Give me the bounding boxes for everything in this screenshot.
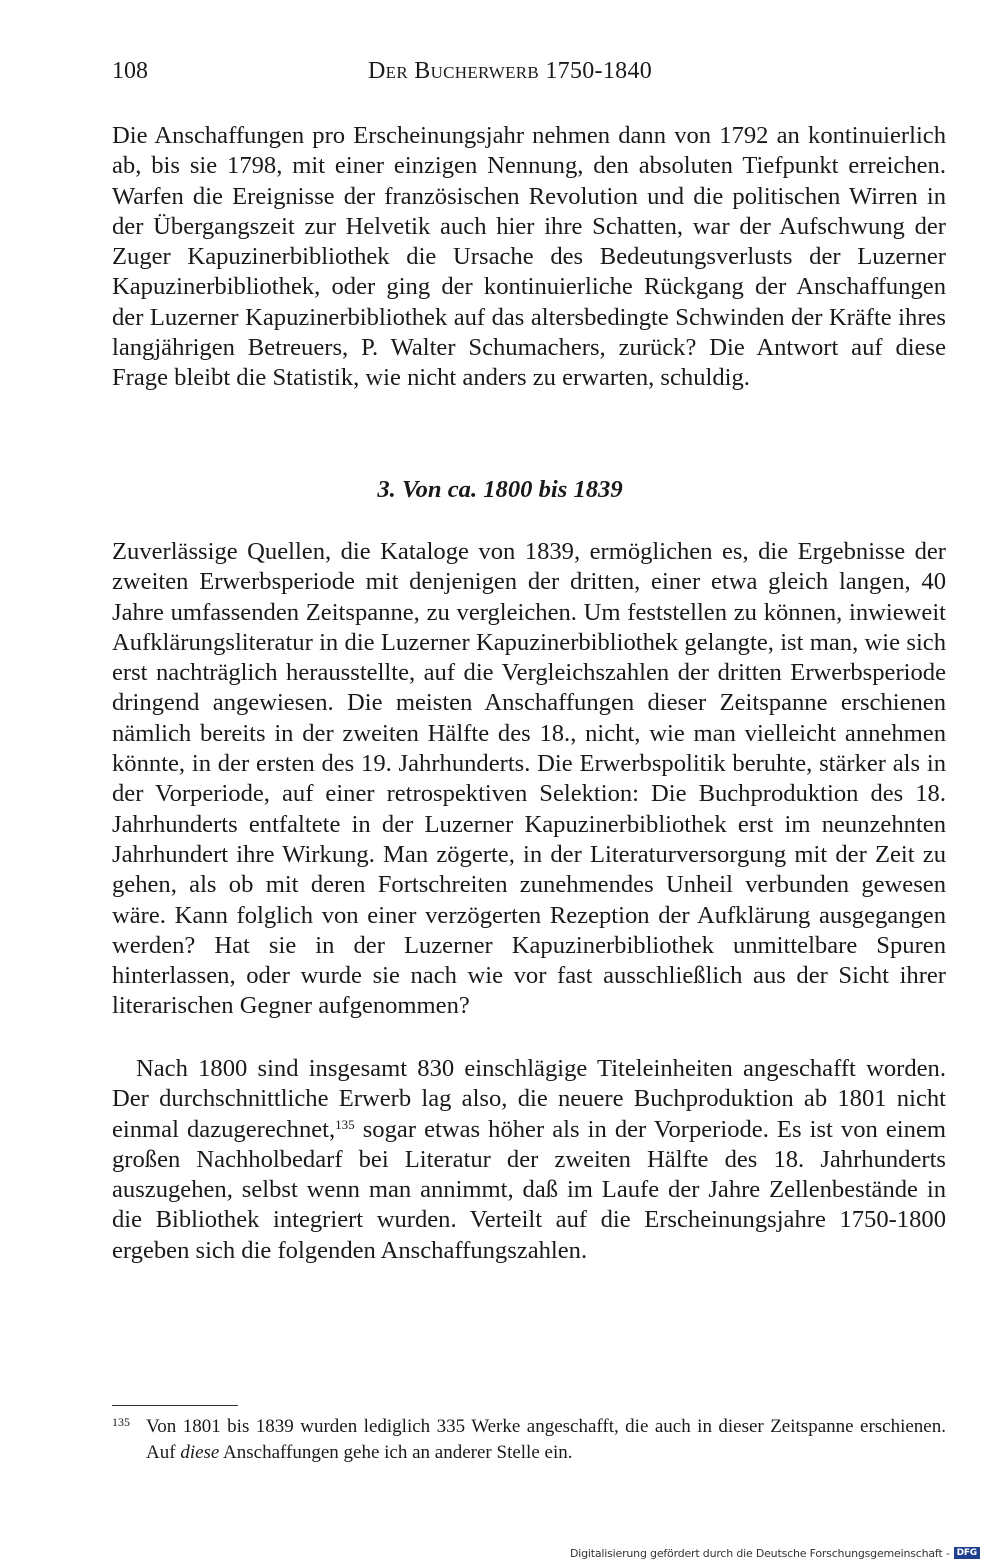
paragraph-2: Zuverlässige Quellen, die Kataloge von 1839, ermöglichen es, die Ergebnisse der zweiten Erwerbsperiode mit denjenigen der dritten, einer etwa gleich langen, 40 Jahre umfassenden Zeitspanne, zu vergleichen. Um feststellen zu können, inwieweit Aufklärungsliteratur in die Luzerner Kapuzinerbibliothek gelangte, ist man, wie sich erst nachträglich herausstellte, auf die Vergleichszahlen der dritten Erwerbsperiode dringend angewiesen. Die meisten Anschaffungen dieser Zeitspanne erschienen nämlich bereits in der zweiten Hälfte des 18., nicht, wie man vielleicht annehmen könnte, in der ersten des 19. Jahrhunderts. Die Erwerbspolitik beruhte, stärker als in der Vorperiode, auf einer retrospektiven Selektion: Die Buchproduktion des 18. Jahrhunderts entfaltete in der Luzerner Kapuzinerbibliothek erst im neunzehnten Jahrhundert ihre Wirkung. Man zögerte, in der Literaturversorgung mit der Zeit zu gehen, als ob mit deren Fortschreiten zunehmendes Unheil verbunden gewesen wäre. Kann folglich von einer verzögerten Rezeption der Aufklärung ausgegangen werden? Hat sie in der Luzerner Kapuzinerbibliothek unmittelbare Spuren hinterlassen, oder wurde sie nach wie vor fast ausschließlich aus der Sicht ihrer literarischen Gegner aufgenommen? bbox=[112, 538, 946, 1020]
footnote-reference: 135 bbox=[335, 1116, 355, 1132]
running-head: Der Bucherwerb 1750-1840 bbox=[368, 58, 653, 84]
paragraph-3-text-end: sogar etwas höher als in der Vorperiode. Es ist von einem großen Nachholbedarf bei Literatur der zweiten Hälfte des 18. Jahrhunderts auszugehen, selbst wenn man annimmt, daß im Laufe der Jahre Zellenbestände in die Bibliothek integriert wurden. Verteilt auf die Erscheinungsjahre 1750-1800 ergeben sich die folgenden Anschaffungszahlen. bbox=[112, 1115, 946, 1264]
digitization-credit bbox=[570, 1545, 980, 1561]
section-heading: 3. Von ca. 1800 bis 1839 bbox=[377, 476, 623, 503]
footnote bbox=[112, 1414, 946, 1466]
footnote-text-start: Von 1801 bis 1839 wurden lediglich 335 Werke angeschafft, die auch in dieser Zeitspanne erschienen. Auf bbox=[146, 1416, 946, 1463]
paragraph-3-text-start: Nach 1800 sind insgesamt 830 einschlägige Titeleinheiten angeschafft worden. Der durchschnittliche Erwerb lag also, die neuere Buchproduktion ab 1801 nicht einmal dazugerechnet, bbox=[112, 1055, 946, 1143]
page-number: 108 bbox=[112, 58, 148, 84]
footnote-emphasis: diese bbox=[180, 1442, 220, 1463]
footnote-number: 135 bbox=[112, 1415, 130, 1429]
credit-text: Digitalisierung gefördert durch die Deutsche Forschungsgemeinschaft - bbox=[570, 1546, 950, 1560]
dfg-logo-icon: DFG bbox=[954, 1547, 980, 1559]
paragraph-3 bbox=[112, 1054, 946, 1266]
footnote-rule bbox=[112, 1405, 238, 1406]
footnote-text-end: Anschaffungen gehe ich an anderer Stelle ein. bbox=[219, 1442, 573, 1463]
paragraph-1: Die Anschaffungen pro Erscheinungsjahr nehmen dann von 1792 an kontinuierlich ab, bis sie 1798, mit einer einzigen Nennung, den absoluten Tiefpunkt erreichen. Warfen die Ereignisse der französischen Revolution und die politischen Wirren in der Übergangszeit zur Helvetik auch hier ihre Schatten, war der Aufschwung der Zuger Kapuzinerbibliothek die Ursache des Bedeutungsverlusts der Luzerner Kapuzinerbibliothek, oder ging der kontinuierliche Rückgang der Anschaffungen der Luzerner Kapuzinerbibliothek auf das altersbedingte Schwinden der Kräfte ihres langjährigen Betreuers, P. Walter Schumachers, zurück? Die Antwort auf diese Frage bleibt die Statistik, wie nicht anders zu erwarten, schuldig. bbox=[112, 122, 946, 392]
page-header bbox=[112, 58, 946, 92]
